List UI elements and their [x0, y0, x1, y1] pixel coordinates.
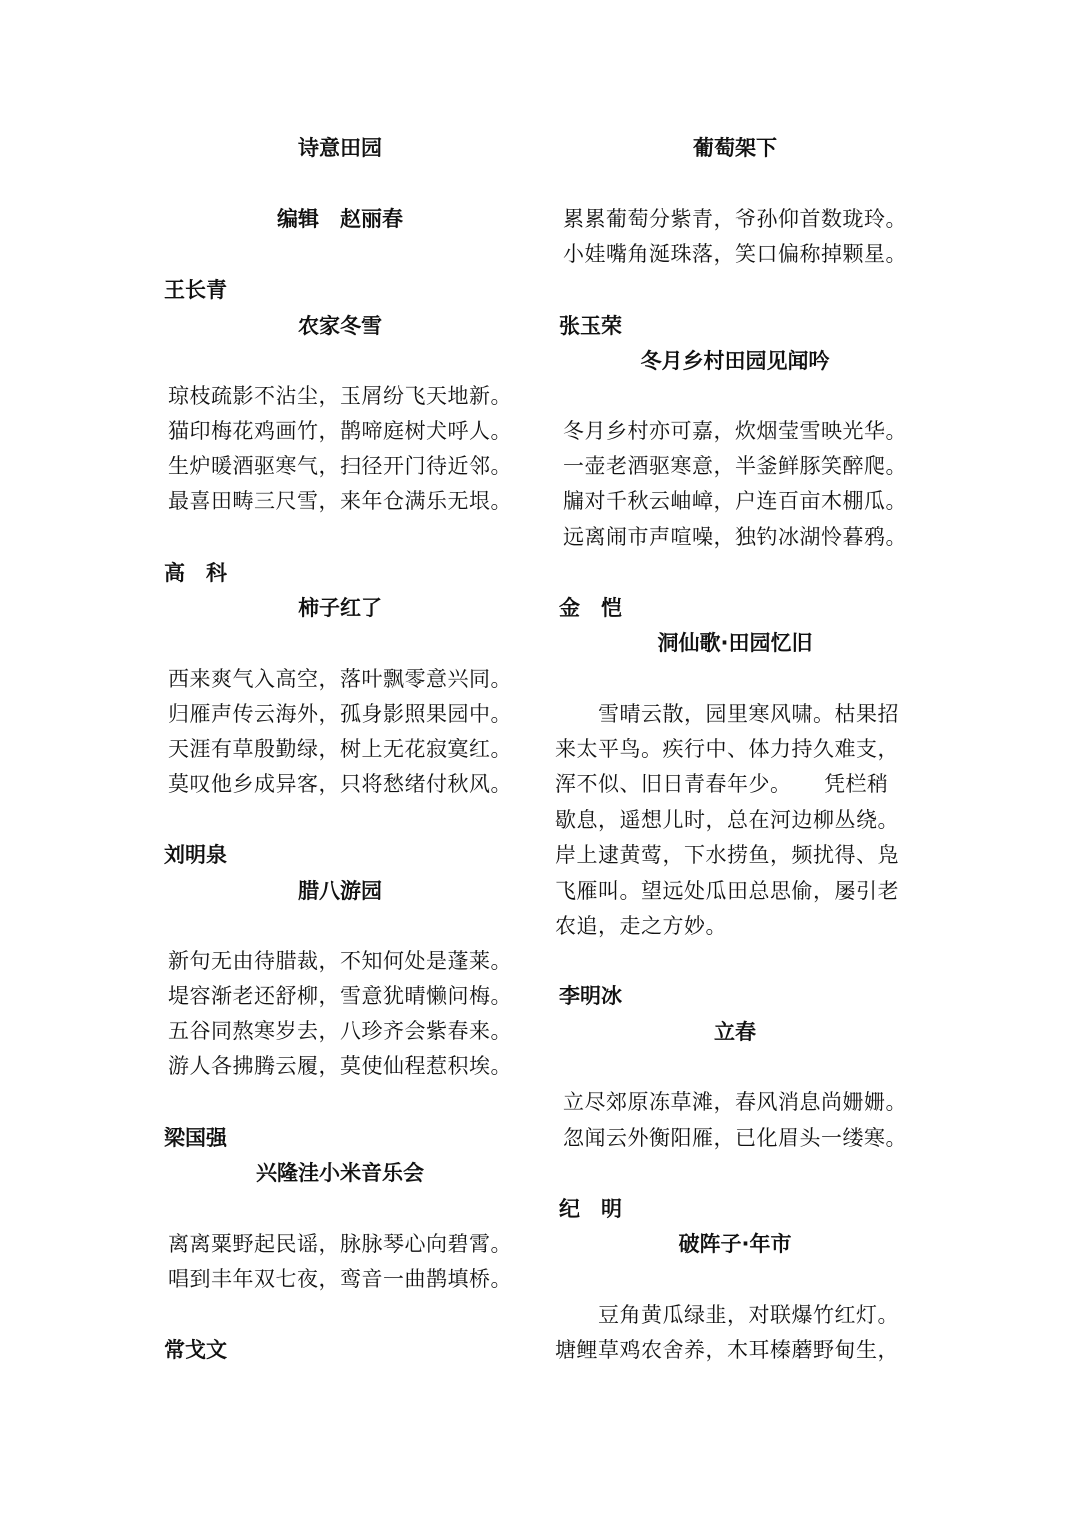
poem-author: 李明冰	[559, 984, 622, 1008]
poem-paragraph-line: 浑不似、旧日青春年少。 凭栏稍	[555, 772, 889, 796]
poem-line: 归雁声传云海外，孤身影照果园中。	[168, 702, 512, 726]
poem-author: 王长青	[164, 278, 227, 302]
poem-line: 牖对千秋云岫嶂，户连百亩木棚瓜。	[563, 489, 907, 513]
poem-author: 纪 明	[559, 1197, 622, 1221]
poem-line: 忽闻云外衡阳雁，已化眉头一缕寒。	[563, 1126, 907, 1150]
poem-paragraph-line: 农追，走之方妙。	[555, 914, 727, 938]
poem-line: 莫叹他乡成异客，只将愁绪付秋风。	[168, 772, 512, 796]
poem-line: 游人各拂腾云履，莫使仙程惹积埃。	[168, 1054, 512, 1078]
poem-paragraph-line: 来太平鸟。疾行中、体力持久难支，	[555, 737, 899, 761]
poem-line: 天涯有草殷勤绿，树上无花寂寞红。	[168, 737, 512, 761]
poem-author: 刘明泉	[164, 843, 227, 867]
poem-line: 立尽郊原冻草滩，春风消息尚姗姗。	[563, 1090, 907, 1114]
poem-title: 葡萄架下	[693, 136, 777, 160]
poem-line: 唱到丰年双七夜，鸾音一曲鹊填桥。	[168, 1267, 512, 1291]
poem-title: 柿子红了	[298, 596, 382, 620]
poem-line: 最喜田畴三尺雪，来年仓满乐无垠。	[168, 489, 512, 513]
poem-line: 小娃嘴角涎珠落，笑口偏称掉颗星。	[563, 242, 907, 266]
poem-line: 离离粟野起民谣，脉脉琴心向碧霄。	[168, 1232, 512, 1256]
poem-title: 立春	[714, 1020, 756, 1044]
poem-title: 兴隆洼小米音乐会	[256, 1161, 424, 1185]
editor-credit: 编辑 赵丽春	[277, 207, 403, 231]
poem-line: 琼枝疏影不沾尘，玉屑纷飞天地新。	[168, 384, 512, 408]
poem-title: 农家冬雪	[298, 314, 382, 338]
poem-line: 一壶老酒驱寒意，半釜鲜豚笑醉爬。	[563, 454, 907, 478]
poem-paragraph-line: 飞雁叫。望远处瓜田总思偷，屡引老	[555, 879, 899, 903]
poem-paragraph-line: 塘鲤草鸡农舍养，木耳榛蘑野甸生，	[555, 1338, 899, 1362]
poem-line: 堤容渐老还舒柳，雪意犹晴懒问梅。	[168, 984, 512, 1008]
poem-paragraph-line: 岸上逮黄莺，下水捞鱼，频扰得、凫	[555, 843, 899, 867]
poem-line: 新句无由待腊裁，不知何处是蓬莱。	[168, 949, 512, 973]
poem-line: 五谷同熬寒岁去，八珍齐会紫春来。	[168, 1019, 512, 1043]
poem-author: 常戈文	[164, 1338, 227, 1362]
poem-line: 远离闹市声喧噪，独钓冰湖怜暮鸦。	[563, 525, 907, 549]
poem-line: 生炉暖酒驱寒气，扫径开门待近邻。	[168, 454, 512, 478]
poem-author: 金 恺	[559, 596, 622, 620]
poem-title: 冬月乡村田园见闻吟	[640, 349, 830, 373]
poem-line: 冬月乡村亦可嘉，炊烟莹雪映光华。	[563, 419, 907, 443]
poem-title: 洞仙歌·田园忆旧	[657, 631, 813, 655]
section-title: 诗意田园	[298, 136, 382, 160]
poem-author: 高 科	[164, 561, 227, 585]
poem-paragraph-line: 豆角黄瓜绿韭，对联爆竹红灯。	[555, 1303, 899, 1327]
poem-line: 西来爽气入高空，落叶飘零意兴同。	[168, 667, 512, 691]
poem-line: 猫印梅花鸡画竹，鹊啼庭树犬呼人。	[168, 419, 512, 443]
poem-line: 累累葡萄分紫青，爷孙仰首数珑玲。	[563, 207, 907, 231]
poem-title: 腊八游园	[298, 879, 382, 903]
poem-title: 破阵子·年市	[678, 1232, 792, 1256]
poem-paragraph-line: 雪晴云散，园里寒风啸。枯果招	[555, 702, 899, 726]
poem-paragraph-line: 歇息，遥想儿时，总在河边柳丛绕。	[555, 808, 899, 832]
poem-author: 梁国强	[164, 1126, 227, 1150]
poem-author: 张玉荣	[559, 314, 622, 338]
